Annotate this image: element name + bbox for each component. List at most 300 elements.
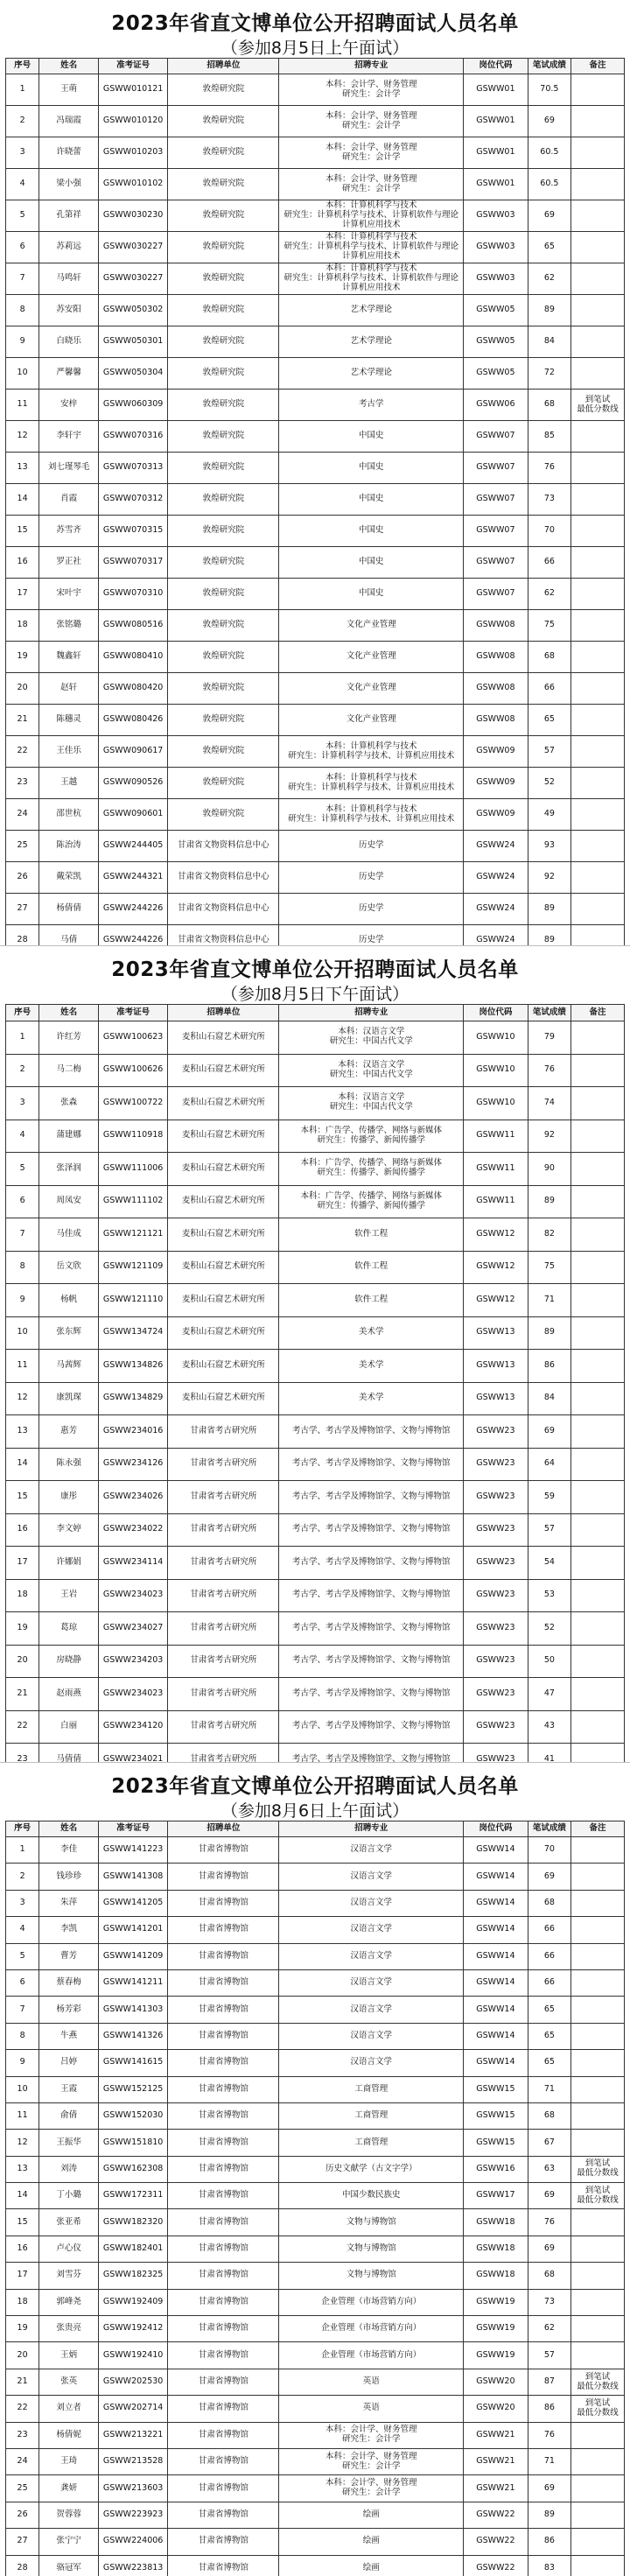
cell-score: 62 (528, 263, 571, 294)
cell-unit: 麦积山石窟艺术研究所 (168, 1186, 279, 1218)
table-row (5, 169, 625, 200)
cell-pos: GSWW10 (464, 1055, 528, 1087)
cell-score: 57 (528, 736, 571, 767)
cell-no: 11 (6, 2103, 39, 2129)
cell-no: 2 (6, 1055, 39, 1087)
cell-major: 文化产业管理 (279, 610, 464, 641)
cell-name: 刘立者 (39, 2396, 99, 2421)
cell-major: 软件工程 (279, 1218, 464, 1251)
cell-pos: GSWW16 (464, 2157, 528, 2182)
cell-unit: 敦煌研究院 (168, 484, 279, 515)
cell-note (571, 2130, 625, 2155)
cell-name: 惠芳 (39, 1415, 99, 1448)
cell-pos: GSWW20 (464, 2369, 528, 2395)
cell-note (571, 862, 625, 893)
cell-pos: GSWW19 (464, 2290, 528, 2315)
cell-no: 12 (6, 1383, 39, 1415)
header-major: 招聘专业 (279, 1005, 464, 1021)
sheet-title: 2023年省直文博单位公开招聘面试人员名单 (111, 958, 519, 981)
cell-unit: 甘肃省博物馆 (168, 2449, 279, 2474)
cell-score: 84 (528, 326, 571, 357)
cell-score: 47 (528, 1678, 571, 1710)
cell-score: 52 (528, 1612, 571, 1645)
cell-major: 英语 (279, 2396, 464, 2421)
cell-ticket: GSWW111006 (99, 1153, 168, 1185)
table-row (5, 2449, 625, 2475)
header-major: 招聘专业 (279, 59, 464, 74)
cell-name: 杨帆 (39, 1284, 99, 1316)
cell-unit: 甘肃省文物资料信息中心 (168, 831, 279, 861)
cell-no: 7 (6, 1218, 39, 1251)
cell-no: 12 (6, 2130, 39, 2155)
cell-score: 76 (528, 1055, 571, 1087)
cell-major: 本科：计算机科学与技术 研究生：计算机科学与技术、计算机软件与理论 计算机应用技术 (279, 232, 464, 263)
cell-note (571, 1218, 625, 1251)
table-row (5, 2077, 625, 2103)
table-row (5, 1350, 625, 1383)
cell-note (571, 2529, 625, 2554)
cell-note (571, 1997, 625, 2022)
cell-ticket: GSWW070312 (99, 484, 168, 515)
table-row (5, 484, 625, 516)
cell-note (571, 1744, 625, 1762)
cell-note (571, 1186, 625, 1218)
cell-no: 1 (6, 74, 39, 105)
table-row (5, 673, 625, 705)
cell-score: 59 (528, 1481, 571, 1513)
cell-no: 1 (6, 1837, 39, 1863)
cell-ticket: GSWW192410 (99, 2342, 168, 2368)
cell-pos: GSWW14 (464, 1970, 528, 1996)
cell-unit: 敦煌研究院 (168, 799, 279, 830)
cell-note (571, 358, 625, 389)
cell-name: 康凯琛 (39, 1383, 99, 1415)
cell-pos: GSWW09 (464, 768, 528, 798)
cell-no: 14 (6, 1449, 39, 1481)
cell-score: 75 (528, 1252, 571, 1284)
cell-name: 张东辉 (39, 1317, 99, 1350)
cell-no: 5 (6, 1944, 39, 1969)
cell-ticket: GSWW121121 (99, 1218, 168, 1251)
cell-name: 张铭璐 (39, 610, 99, 641)
cell-major: 软件工程 (279, 1252, 464, 1284)
table-row (5, 295, 625, 326)
cell-ticket: GSWW030227 (99, 232, 168, 263)
table-row (5, 2157, 625, 2183)
cell-no: 18 (6, 1580, 39, 1612)
cell-ticket: GSWW010121 (99, 74, 168, 105)
cell-no: 7 (6, 263, 39, 294)
cell-pos: GSWW23 (464, 1711, 528, 1744)
cell-no: 24 (6, 799, 39, 830)
cell-note (571, 2263, 625, 2288)
cell-note (571, 736, 625, 767)
cell-no: 9 (6, 1284, 39, 1316)
cell-name: 马倩倩 (39, 1744, 99, 1762)
cell-no: 14 (6, 484, 39, 515)
cell-unit: 敦煌研究院 (168, 768, 279, 798)
cell-ticket: GSWW090617 (99, 736, 168, 767)
cell-note (571, 547, 625, 578)
cell-note (571, 579, 625, 609)
cell-unit: 甘肃省博物馆 (168, 2024, 279, 2049)
cell-name: 周凤安 (39, 1186, 99, 1218)
cell-ticket: GSWW121109 (99, 1252, 168, 1284)
cell-major: 工商管理 (279, 2103, 464, 2129)
cell-score: 60.5 (528, 137, 571, 168)
cell-major: 考古学、考古学及博物馆学、文物与博物馆 (279, 1547, 464, 1579)
cell-pos: GSWW05 (464, 358, 528, 389)
cell-major: 考古学、考古学及博物馆学、文物与博物馆 (279, 1514, 464, 1547)
cell-name: 李佳 (39, 1837, 99, 1863)
cell-note (571, 232, 625, 263)
cell-unit: 甘肃省博物馆 (168, 2369, 279, 2395)
cell-ticket: GSWW134724 (99, 1317, 168, 1350)
cell-major: 汉语言文学 (279, 1970, 464, 1996)
cell-major: 本科：会计学、财务管理 研究生：会计学 (279, 2475, 464, 2501)
cell-pos: GSWW23 (464, 1415, 528, 1448)
cell-note: 到笔试 最低分数线 (571, 2369, 625, 2395)
cell-pos: GSWW23 (464, 1678, 528, 1710)
cell-unit: 麦积山石窟艺术研究所 (168, 1252, 279, 1284)
cell-score: 76 (528, 2209, 571, 2235)
cell-pos: GSWW23 (464, 1547, 528, 1579)
cell-no: 17 (6, 579, 39, 609)
cell-unit: 敦煌研究院 (168, 705, 279, 735)
cell-unit: 甘肃省博物馆 (168, 2157, 279, 2182)
cell-score: 49 (528, 799, 571, 830)
cell-no: 21 (6, 705, 39, 735)
cell-pos: GSWW11 (464, 1186, 528, 1218)
cell-major: 考古学、考古学及博物馆学、文物与博物馆 (279, 1646, 464, 1678)
cell-no: 3 (6, 1087, 39, 1120)
table-row (5, 1944, 625, 1970)
cell-score: 69 (528, 200, 571, 231)
cell-pos: GSWW20 (464, 2396, 528, 2421)
cell-pos: GSWW10 (464, 1087, 528, 1120)
cell-score: 57 (528, 1514, 571, 1547)
cell-name: 张宁宁 (39, 2529, 99, 2554)
cell-major: 考古学、考古学及博物馆学、文物与博物馆 (279, 1744, 464, 1762)
table-row (5, 1514, 625, 1548)
cell-major: 本科：会计学、财务管理 研究生：会计学 (279, 106, 464, 137)
cell-ticket: GSWW162308 (99, 2157, 168, 2182)
cell-pos: GSWW13 (464, 1383, 528, 1415)
cell-ticket: GSWW141211 (99, 1970, 168, 1996)
cell-ticket: GSWW234016 (99, 1415, 168, 1448)
cell-major: 本科：会计学、财务管理 研究生：会计学 (279, 2449, 464, 2474)
cell-unit: 甘肃省博物馆 (168, 1837, 279, 1863)
cell-score: 69 (528, 2183, 571, 2208)
table-row (5, 1186, 625, 1219)
cell-score: 69 (528, 106, 571, 137)
cell-ticket: GSWW151810 (99, 2130, 168, 2155)
cell-name: 王琦 (39, 2449, 99, 2474)
cell-ticket: GSWW090526 (99, 768, 168, 798)
header-unit: 招聘单位 (168, 1005, 279, 1021)
cell-note (571, 2024, 625, 2049)
cell-unit: 甘肃省考古研究所 (168, 1580, 279, 1612)
cell-unit: 甘肃省文物资料信息中心 (168, 862, 279, 893)
cell-score: 65 (528, 232, 571, 263)
cell-unit: 甘肃省博物馆 (168, 1864, 279, 1889)
cell-name: 安梓 (39, 390, 99, 420)
cell-no: 26 (6, 2502, 39, 2528)
cell-unit: 敦煌研究院 (168, 232, 279, 263)
cell-note (571, 1580, 625, 1612)
cell-pos: GSWW18 (464, 2236, 528, 2262)
cell-note (571, 673, 625, 704)
cell-major: 绘画 (279, 2502, 464, 2528)
cell-major: 本科：汉语言文学 研究生：中国古代文学 (279, 1087, 464, 1120)
cell-ticket: GSWW111102 (99, 1186, 168, 1218)
cell-note (571, 2316, 625, 2341)
cell-no: 15 (6, 1481, 39, 1513)
cell-major: 本科：广告学、传播学、网络与新媒体 研究生：传播学、新闻传播学 (279, 1120, 464, 1153)
cell-unit: 甘肃省博物馆 (168, 2209, 279, 2235)
cell-ticket: GSWW141308 (99, 1864, 168, 1889)
table-row (5, 1317, 625, 1351)
cell-major: 文化产业管理 (279, 673, 464, 704)
table-row (5, 1120, 625, 1154)
header-ticket: 准考证号 (99, 59, 168, 74)
cell-note (571, 1415, 625, 1448)
cell-unit: 敦煌研究院 (168, 169, 279, 200)
cell-no: 13 (6, 453, 39, 483)
cell-major: 艺术学理论 (279, 358, 464, 389)
cell-note (571, 610, 625, 641)
header-ticket: 准考证号 (99, 1821, 168, 1836)
table-row (5, 642, 625, 673)
table-row (5, 1997, 625, 2023)
cell-ticket: GSWW172311 (99, 2183, 168, 2208)
cell-major: 艺术学理论 (279, 326, 464, 357)
header-ticket: 准考证号 (99, 1005, 168, 1021)
cell-note (571, 1481, 625, 1513)
cell-pos: GSWW21 (464, 2449, 528, 2474)
cell-unit: 麦积山石窟艺术研究所 (168, 1284, 279, 1316)
cell-pos: GSWW22 (464, 2502, 528, 2528)
cell-name: 许娜娟 (39, 1547, 99, 1579)
cell-ticket: GSWW141201 (99, 1917, 168, 1942)
cell-major: 本科：广告学、传播学、网络与新媒体 研究生：传播学、新闻传播学 (279, 1153, 464, 1185)
cell-ticket: GSWW010120 (99, 106, 168, 137)
cell-major: 本科：汉语言文学 研究生：中国古代文学 (279, 1055, 464, 1087)
cell-name: 赵雨燕 (39, 1678, 99, 1710)
cell-score: 66 (528, 673, 571, 704)
cell-no: 28 (6, 925, 39, 945)
table-row (5, 2316, 625, 2342)
cell-name: 俞倩 (39, 2103, 99, 2129)
cell-name: 宋叶宇 (39, 579, 99, 609)
cell-major: 历史学 (279, 831, 464, 861)
cell-pos: GSWW15 (464, 2103, 528, 2129)
cell-no: 26 (6, 862, 39, 893)
cell-note (571, 2423, 625, 2448)
cell-pos: GSWW14 (464, 1944, 528, 1969)
cell-unit: 麦积山石窟艺术研究所 (168, 1383, 279, 1415)
cell-unit: 敦煌研究院 (168, 295, 279, 326)
cell-major: 企业管理（市场营销方向） (279, 2290, 464, 2315)
cell-pos: GSWW03 (464, 232, 528, 263)
cell-ticket: GSWW192412 (99, 2316, 168, 2341)
cell-major: 中国史 (279, 516, 464, 546)
cell-pos: GSWW23 (464, 1481, 528, 1513)
cell-name: 王岩 (39, 1580, 99, 1612)
cell-name: 王佳乐 (39, 736, 99, 767)
cell-major: 文物与博物馆 (279, 2236, 464, 2262)
cell-score: 93 (528, 831, 571, 861)
table-row (5, 1284, 625, 1317)
cell-pos: GSWW08 (464, 610, 528, 641)
cell-score: 43 (528, 1711, 571, 1744)
cell-ticket: GSWW234023 (99, 1678, 168, 1710)
cell-ticket: GSWW234120 (99, 1711, 168, 1744)
cell-no: 9 (6, 2050, 39, 2075)
cell-pos: GSWW13 (464, 1317, 528, 1350)
cell-pos: GSWW21 (464, 2475, 528, 2501)
table-row (5, 894, 625, 925)
cell-unit: 甘肃省文物资料信息中心 (168, 894, 279, 924)
cell-no: 5 (6, 200, 39, 231)
cell-note (571, 2209, 625, 2235)
cell-pos: GSWW14 (464, 1997, 528, 2022)
cell-score: 65 (528, 2050, 571, 2075)
header-position-code: 岗位代码 (464, 1821, 528, 1836)
cell-ticket: GSWW030227 (99, 263, 168, 294)
cell-score: 66 (528, 1917, 571, 1942)
cell-score: 62 (528, 579, 571, 609)
cell-ticket: GSWW070313 (99, 453, 168, 483)
table-row (5, 453, 625, 484)
cell-unit: 甘肃省考古研究所 (168, 1481, 279, 1513)
cell-note (571, 1711, 625, 1744)
cell-no: 3 (6, 137, 39, 168)
cell-unit: 甘肃省博物馆 (168, 2290, 279, 2315)
cell-ticket: GSWW141615 (99, 2050, 168, 2075)
cell-name: 蔡春梅 (39, 1970, 99, 1996)
cell-pos: GSWW09 (464, 736, 528, 767)
cell-name: 康彤 (39, 1481, 99, 1513)
cell-name: 李轩宇 (39, 421, 99, 452)
cell-ticket: GSWW244226 (99, 894, 168, 924)
cell-note (571, 1383, 625, 1415)
cell-score: 66 (528, 1970, 571, 1996)
table-row (5, 106, 625, 137)
cell-major: 艺术学理论 (279, 295, 464, 326)
cell-note (571, 894, 625, 924)
table-row (5, 2556, 625, 2576)
cell-pos: GSWW09 (464, 799, 528, 830)
cell-no: 23 (6, 2423, 39, 2448)
cell-score: 72 (528, 358, 571, 389)
cell-no: 1 (6, 1021, 39, 1054)
cell-no: 3 (6, 1891, 39, 1916)
cell-ticket: GSWW234203 (99, 1646, 168, 1678)
cell-name: 苏莉远 (39, 232, 99, 263)
cell-major: 汉语言文学 (279, 1944, 464, 1969)
table-row (5, 579, 625, 610)
table-row (5, 547, 625, 579)
cell-note (571, 2342, 625, 2368)
cell-score: 89 (528, 894, 571, 924)
cell-name: 李文婷 (39, 1514, 99, 1547)
cell-pos: GSWW12 (464, 1218, 528, 1251)
cell-unit: 敦煌研究院 (168, 74, 279, 105)
table-row (5, 2475, 625, 2502)
cell-ticket: GSWW080420 (99, 673, 168, 704)
header-name: 姓名 (39, 1005, 99, 1021)
cell-no: 14 (6, 2183, 39, 2208)
table-row (5, 200, 625, 232)
cell-score: 86 (528, 2396, 571, 2421)
cell-note (571, 1646, 625, 1678)
cell-score: 68 (528, 642, 571, 672)
cell-name: 肖霞 (39, 484, 99, 515)
cell-pos: GSWW23 (464, 1449, 528, 1481)
cell-no: 4 (6, 1120, 39, 1153)
cell-score: 73 (528, 2290, 571, 2315)
cell-pos: GSWW07 (464, 579, 528, 609)
cell-no: 12 (6, 421, 39, 452)
cell-pos: GSWW08 (464, 642, 528, 672)
cell-score: 52 (528, 768, 571, 798)
cell-score: 85 (528, 421, 571, 452)
cell-score: 70 (528, 1837, 571, 1863)
cell-note (571, 1284, 625, 1316)
cell-pos: GSWW08 (464, 673, 528, 704)
cell-note (571, 2475, 625, 2501)
cell-pos: GSWW01 (464, 74, 528, 105)
cell-pos: GSWW13 (464, 1350, 528, 1382)
cell-unit: 敦煌研究院 (168, 453, 279, 483)
cell-major: 汉语言文学 (279, 1917, 464, 1942)
cell-note (571, 1252, 625, 1284)
cell-note (571, 1547, 625, 1579)
header-written-score: 笔试成绩 (528, 1005, 571, 1021)
cell-major: 本科：广告学、传播学、网络与新媒体 研究生：传播学、新闻传播学 (279, 1186, 464, 1218)
cell-unit: 敦煌研究院 (168, 263, 279, 294)
cell-no: 17 (6, 2263, 39, 2288)
header-note: 备注 (571, 1821, 625, 1836)
cell-name: 邵世杭 (39, 799, 99, 830)
cell-name: 严馨馨 (39, 358, 99, 389)
cell-score: 89 (528, 925, 571, 945)
candidate-table (5, 58, 625, 945)
sheet-subtitle: （参加8月6日上午面试） (220, 1801, 410, 1821)
table-header-row (5, 1821, 625, 1837)
cell-ticket: GSWW134829 (99, 1383, 168, 1415)
cell-ticket: GSWW234021 (99, 1744, 168, 1762)
cell-pos: GSWW23 (464, 1514, 528, 1547)
table-row (5, 1415, 625, 1449)
table-row (5, 1055, 625, 1088)
cell-ticket: GSWW234022 (99, 1514, 168, 1547)
cell-note (571, 2236, 625, 2262)
cell-major: 中国史 (279, 579, 464, 609)
cell-score: 84 (528, 1383, 571, 1415)
cell-name: 张森 (39, 1087, 99, 1120)
cell-major: 历史学 (279, 862, 464, 893)
cell-no: 18 (6, 2290, 39, 2315)
cell-note (571, 1678, 625, 1710)
cell-unit: 敦煌研究院 (168, 137, 279, 168)
table-row (5, 358, 625, 390)
cell-ticket: GSWW224006 (99, 2529, 168, 2554)
cell-name: 陈治涛 (39, 831, 99, 861)
cell-ticket: GSWW244226 (99, 925, 168, 945)
cell-no: 7 (6, 1997, 39, 2022)
